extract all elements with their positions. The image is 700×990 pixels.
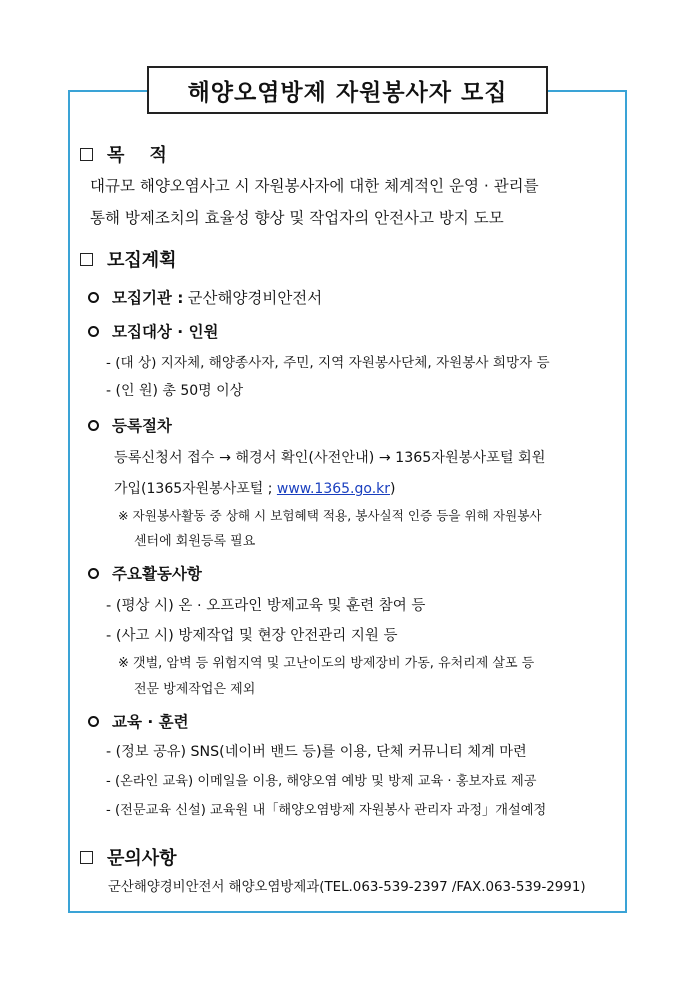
checkbox-square-icon [80,253,93,266]
page-title: 해양오염방제 자원봉사자 모집 [147,66,548,114]
education-line-2: - (온라인 교육) 이메일을 이용, 해양오염 예방 및 방제 교육 · 홍보자료 제공 [106,774,537,789]
registration-line-2-prefix: 가입(1365자원봉사포털 ; [114,481,277,497]
checkbox-square-icon [80,148,93,161]
circle-bullet-icon [88,292,99,303]
registration-note-1: ※ 자원봉사활동 중 상해 시 보험혜택 적용, 봉사실적 인증 등을 위해 자원봉사 [118,508,542,523]
org-value: 군산해양경비안전서 [187,289,323,307]
target-line-2: - (인 원) 총 50명 이상 [106,383,244,399]
section-heading: 모집계획 [107,250,177,271]
education-heading: 교육 · 훈련 [112,713,189,731]
subsection-org [88,286,322,308]
target-line-1: - (대 상) 지자체, 해양종사자, 주민, 지역 자원봉사단체, 자원봉사 희망자 등 [106,355,550,371]
education-line-1: - (정보 공유) SNS(네이버 밴드 등)를 이용, 단체 커뮤니티 체계 마련 [106,744,527,760]
section-purpose [80,141,167,167]
checkbox-square-icon [80,851,93,864]
section-heading: 문의사항 [107,848,177,869]
education-line-3: - (전문교육 신설) 교육원 내「해양오염방제 자원봉사 관리자 과정」개설예정 [106,803,547,818]
registration-line-2-suffix: ) [390,481,396,497]
portal-link[interactable]: www.1365.go.kr [276,481,391,497]
section-plan [80,246,177,272]
section-heading: 목 적 [107,145,167,166]
registration-heading: 등록절차 [112,417,172,435]
contact-line: 군산해양경비안전서 해양오염방제과(TEL.063-539-2397 /FAX.063-539-2991) [108,880,586,895]
activities-line-1: - (평상 시) 온 · 오프라인 방제교육 및 훈련 참여 등 [106,598,426,614]
section-contact [80,844,177,870]
subsection-target [88,320,219,342]
registration-line-2 [114,478,396,498]
subsection-education [88,710,189,732]
subsection-registration [88,414,172,436]
purpose-line-2: 통해 방제조치의 효율성 향상 및 작업자의 안전사고 방지 도모 [90,209,504,227]
org-label: 모집기관 : [112,289,184,307]
activities-line-2: - (사고 시) 방제작업 및 현장 안전관리 지원 등 [106,628,398,644]
subsection-activities [88,562,202,584]
activities-note-2: 전문 방제작업은 제외 [134,682,256,697]
activities-heading: 주요활동사항 [112,565,202,583]
registration-line-1: 등록신청서 접수 → 해경서 확인(사전안내) → 1365자원봉사포털 회원 [114,450,546,466]
target-heading: 모집대상 · 인원 [112,323,219,341]
registration-note-2: 센터에 회원등록 필요 [134,534,256,549]
circle-bullet-icon [88,420,99,431]
circle-bullet-icon [88,716,99,727]
activities-note-1: ※ 갯벌, 암벽 등 위험지역 및 고난이도의 방제장비 가동, 유처리제 살포 등 [118,656,535,671]
circle-bullet-icon [88,326,99,337]
purpose-line-1: 대규모 해양오염사고 시 자원봉사자에 대한 체계적인 운영 · 관리를 [90,177,539,195]
circle-bullet-icon [88,568,99,579]
